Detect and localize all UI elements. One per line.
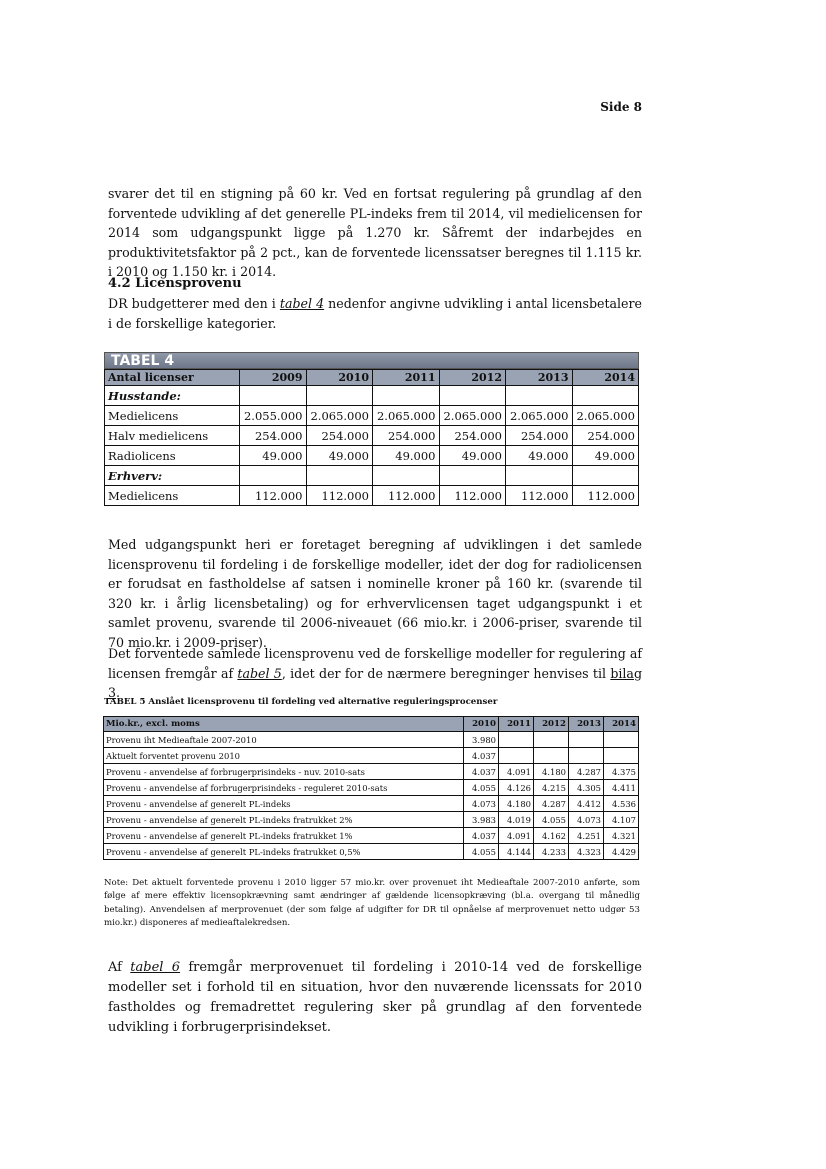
table5-row <box>104 764 639 780</box>
table4-row-label: Halv medielicens <box>105 426 240 446</box>
table5-cell <box>499 748 534 764</box>
table5-cell <box>604 748 639 764</box>
table5-cell: 4.126 <box>499 780 534 796</box>
table4-cell: 2.065.000 <box>439 406 506 426</box>
table4-cell: 49.000 <box>373 446 440 466</box>
table5-cell: 4.144 <box>499 844 534 860</box>
table5-header-cell: 2012 <box>534 717 569 732</box>
section-heading: 4.2 Licensprovenu <box>108 276 242 291</box>
table5-header-cell: 2014 <box>604 717 639 732</box>
table4-header-cell: 2014 <box>572 370 639 386</box>
table4-header-cell: 2010 <box>306 370 373 386</box>
table5-note: Note: Det aktuelt forventede provenu i 2010 ligger 57 mio.kr. over provenuet iht Medieaftale 2007-2010 anførte, som følge af mere effektiv licensopkrævning samt ændringer af gældende licensopkræving (bl.a. overgang til månedlig betaling). Anvendelsen af merprovenuet (der som følge af udgifter for DR til opnåelse af merprovenuet netto udgør 53 mio.kr.) disponeres af medieaftalekredsen. <box>104 878 640 928</box>
table5-row <box>104 748 639 764</box>
table4-row <box>105 426 639 446</box>
table5-row <box>104 796 639 812</box>
table5-cell <box>534 732 569 748</box>
table5-cell: 4.287 <box>534 796 569 812</box>
table5-cell: 4.321 <box>604 828 639 844</box>
table5-header-row <box>104 717 639 732</box>
table4-row <box>105 486 639 506</box>
table5-row-label: Provenu iht Medieaftale 2007-2010 <box>104 732 464 748</box>
table5-cell: 4.037 <box>464 828 499 844</box>
table4-cell <box>373 386 440 406</box>
table5-cell: 4.055 <box>464 844 499 860</box>
paragraph-table6-ref <box>108 958 642 1038</box>
table5-link[interactable]: tabel 5 <box>237 665 282 681</box>
table5-cell: 4.305 <box>569 780 604 796</box>
table5-cell: 4.375 <box>604 764 639 780</box>
table4-cell <box>306 386 373 406</box>
table4-header-cell: 2012 <box>439 370 506 386</box>
table5-row <box>104 732 639 748</box>
bilag3-link[interactable]: bilag 3 <box>108 665 642 701</box>
table4-row-label: Husstande: <box>105 386 240 406</box>
table4-header-cell: 2013 <box>506 370 573 386</box>
page-number: Side 8 <box>600 100 642 114</box>
table5-row-label: Provenu - anvendelse af forbrugerprisindeks - reguleret 2010-sats <box>104 780 464 796</box>
table4-link[interactable]: tabel 4 <box>279 296 325 311</box>
table6-link[interactable]: tabel 6 <box>130 960 181 975</box>
table5-row <box>104 844 639 860</box>
table5-cell: 4.162 <box>534 828 569 844</box>
para4-text: Af <box>108 960 131 975</box>
table4-header-cell: 2009 <box>240 370 307 386</box>
table4-cell: 112.000 <box>306 486 373 506</box>
table4-cell <box>240 466 307 486</box>
table4-title: TABEL 4 <box>104 352 639 369</box>
table5-cell: 4.073 <box>569 812 604 828</box>
paragraph-licence-rate: svarer det til en stigning på 60 kr. Ved en fortsat regulering på grundlag af den forventede udvikling af det generelle PL-indeks frem til 2014, vil medielicensen for 2014 som udgangspunkt ligge på 1.270 kr. Såfremt der indarbejdes en produktivitetsfaktor på 2 pct., kan de forventede licenssatser beregnes til 1.115 kr. i 2010 og 1.150 kr. i 2014. <box>108 186 642 280</box>
table5-cell: 4.536 <box>604 796 639 812</box>
table4-row-label: Erhverv: <box>105 466 240 486</box>
table4-cell: 254.000 <box>572 426 639 446</box>
table5-cell: 4.037 <box>464 748 499 764</box>
table4-cell: 112.000 <box>373 486 440 506</box>
table4-row-label: Radiolicens <box>105 446 240 466</box>
table4-cell <box>240 386 307 406</box>
table5-row <box>104 828 639 844</box>
table4-cell <box>506 466 573 486</box>
table4-cell: 49.000 <box>572 446 639 466</box>
table5-cell: 4.107 <box>604 812 639 828</box>
table4-cell: 112.000 <box>240 486 307 506</box>
table5-cell: 4.251 <box>569 828 604 844</box>
table4-cell <box>572 466 639 486</box>
table4-row <box>105 466 639 486</box>
table5-cell <box>604 732 639 748</box>
table4-row <box>105 386 639 406</box>
paragraph-method: Med udgangspunkt heri er foretaget beregning af udviklingen i det samlede licensprovenu til fordeling i de forskellige modeller, idet der dog for radiolicensen er forudsat en fastholdelse af satsen i nominelle kroner på 160 kr. (svarende til 320 kr. i årlig licensbetaling) og for erhvervlicensen taget udgangspunkt i et samlet provenu, svarende til 2006-niveauet (66 mio.kr. i 2006-priser, svarende til 70 mio.kr. i 2009-priser). <box>108 537 642 650</box>
table5-cell: 4.411 <box>604 780 639 796</box>
table4-cell <box>572 386 639 406</box>
intro-text: DR budgetterer med den i <box>108 296 280 311</box>
para3-text-end: . <box>116 685 121 701</box>
table5-grid <box>103 716 639 860</box>
table5-cell: 3.983 <box>464 812 499 828</box>
table5-cell <box>499 732 534 748</box>
table4-row <box>105 406 639 426</box>
table4-cell <box>306 466 373 486</box>
table4-row <box>105 446 639 466</box>
table5-row-label: Aktuelt forventet provenu 2010 <box>104 748 464 764</box>
table4-row-label: Medielicens <box>105 486 240 506</box>
table4-header-cell: Antal licenser <box>105 370 240 386</box>
table5-cell: 4.055 <box>534 812 569 828</box>
table5-cell: 4.412 <box>569 796 604 812</box>
table5-cell: 4.055 <box>464 780 499 796</box>
table4-header-row <box>105 370 639 386</box>
table5-cell: 4.287 <box>569 764 604 780</box>
table5-cell: 4.233 <box>534 844 569 860</box>
table5-cell: 4.091 <box>499 764 534 780</box>
table4-cell: 2.055.000 <box>240 406 307 426</box>
table4-cell: 49.000 <box>306 446 373 466</box>
table4-cell <box>439 386 506 406</box>
table5-cell: 4.180 <box>534 764 569 780</box>
para3-text-mid: , idet der for de nærmere beregninger henvises til <box>281 665 611 681</box>
table4-cell <box>373 466 440 486</box>
table5-cell <box>569 732 604 748</box>
section-intro <box>108 294 642 333</box>
table5-row-label: Provenu - anvendelse af forbrugerprisindeks - nuv. 2010-sats <box>104 764 464 780</box>
table5-row <box>104 780 639 796</box>
table4-header-cell: 2011 <box>373 370 440 386</box>
table5-row <box>104 812 639 828</box>
table4-cell <box>506 386 573 406</box>
paragraph-table5-ref <box>108 644 642 703</box>
table5-header-cell: 2011 <box>499 717 534 732</box>
para4-text-end: fremgår merprovenuet til fordeling i 2010-14 ved de forskellige modeller set i forhold til en situation, hvor den nuværende licenssats for 2010 fastholdes og fremadrettet regulering sker på grundlag af den forventede udvikling i forbrugerprisindekset. <box>108 960 642 1035</box>
table4-cell: 254.000 <box>439 426 506 446</box>
intro-text-end: nedenfor angivne udvikling i antal licensbetalere i de forskellige kategorier. <box>108 296 642 331</box>
table4-cell: 254.000 <box>373 426 440 446</box>
table4-grid <box>104 369 639 506</box>
table4-cell: 112.000 <box>506 486 573 506</box>
table5-cell <box>534 748 569 764</box>
table4-cell: 2.065.000 <box>572 406 639 426</box>
table4-cell <box>439 466 506 486</box>
table4-cell: 2.065.000 <box>306 406 373 426</box>
table5-cell: 4.180 <box>499 796 534 812</box>
table4-cell: 49.000 <box>506 446 573 466</box>
table5-cell: 4.215 <box>534 780 569 796</box>
table4-cell: 254.000 <box>306 426 373 446</box>
table5-cell: 4.019 <box>499 812 534 828</box>
table4-cell: 112.000 <box>572 486 639 506</box>
table4 <box>104 352 639 506</box>
table5-cell: 3.980 <box>464 732 499 748</box>
table5-row-label: Provenu - anvendelse af generelt PL-indeks fratrukket 1% <box>104 828 464 844</box>
table5-cell: 4.091 <box>499 828 534 844</box>
table5-caption: TABEL 5 Anslået licensprovenu til fordeling ved alternative reguleringsprocenser <box>104 697 498 707</box>
table5-header-cell: 2010 <box>464 717 499 732</box>
table4-cell: 2.065.000 <box>373 406 440 426</box>
table4-cell: 49.000 <box>439 446 506 466</box>
table4-cell: 2.065.000 <box>506 406 573 426</box>
table5-cell: 4.037 <box>464 764 499 780</box>
para3-text: Det forventede samlede licensprovenu ved de forskellige modeller for regulering af licensen fremgår af <box>108 646 643 681</box>
table5-header-cell: 2013 <box>569 717 604 732</box>
table5-cell <box>569 748 604 764</box>
table5-header-cell: Mio.kr., excl. moms <box>104 717 464 732</box>
table4-cell: 254.000 <box>506 426 573 446</box>
table5-row-label: Provenu - anvendelse af generelt PL-indeks fratrukket 2% <box>104 812 464 828</box>
table4-row-label: Medielicens <box>105 406 240 426</box>
table5-cell: 4.429 <box>604 844 639 860</box>
table4-cell: 112.000 <box>439 486 506 506</box>
table4-cell: 49.000 <box>240 446 307 466</box>
table5-row-label: Provenu - anvendelse af generelt PL-indeks <box>104 796 464 812</box>
table4-cell: 254.000 <box>240 426 307 446</box>
table5-cell: 4.323 <box>569 844 604 860</box>
table5-row-label: Provenu - anvendelse af generelt PL-indeks fratrukket 0,5% <box>104 844 464 860</box>
table5-cell: 4.073 <box>464 796 499 812</box>
table5 <box>103 716 639 860</box>
